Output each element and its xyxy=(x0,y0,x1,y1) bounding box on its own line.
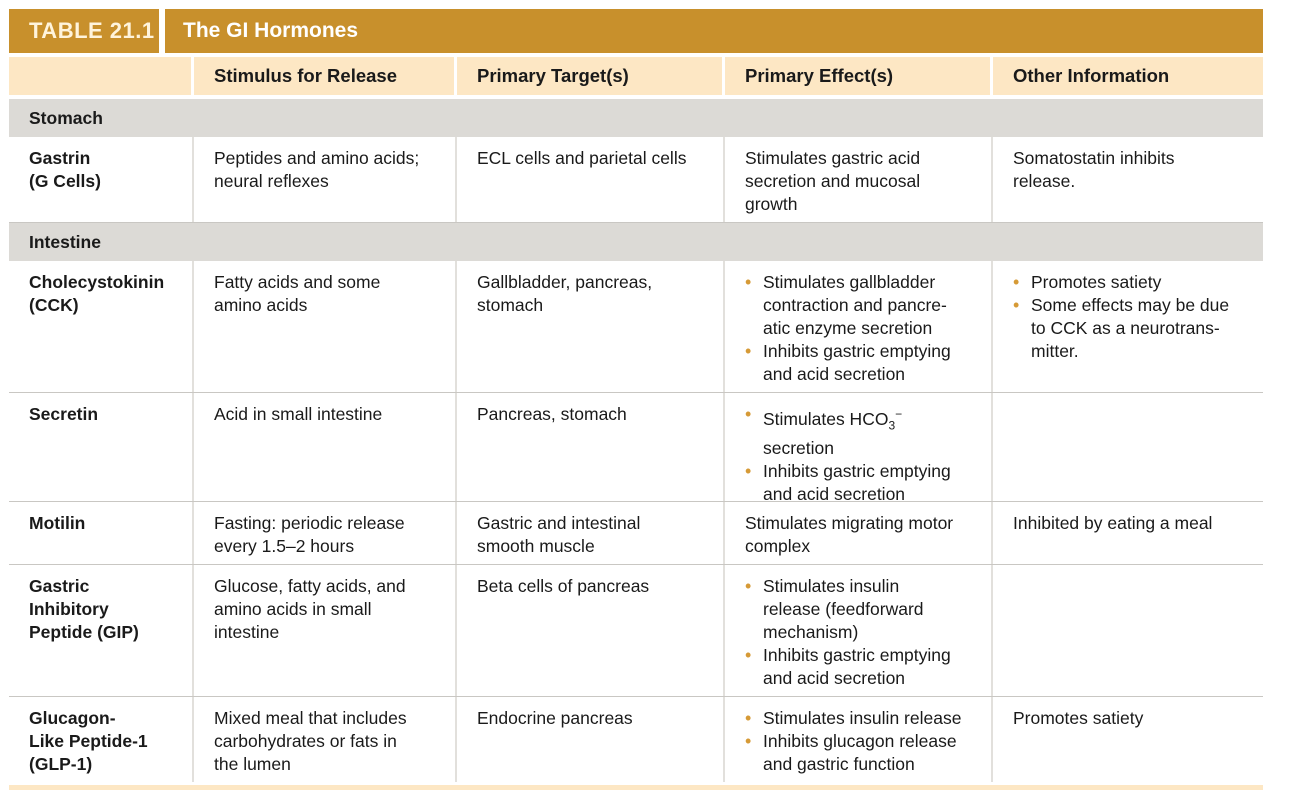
column-header-effect: Primary Effect(s) xyxy=(725,57,993,95)
gi-hormones-table xyxy=(9,9,1263,790)
table-title: The GI Hormones xyxy=(183,19,359,42)
target-cell: Pancreas, stomach xyxy=(457,393,725,501)
effect-cell xyxy=(725,697,993,782)
section-stomach xyxy=(9,99,1263,137)
effect-cell xyxy=(725,393,993,505)
section-label: Stomach xyxy=(29,107,103,128)
effect-text: Stimulates HCO xyxy=(763,408,889,429)
stimulus-cell: Peptides and amino acids; neural reflexes xyxy=(194,137,457,222)
column-header-row xyxy=(9,57,1263,95)
bullet-item: • Stimulates insulin release (feedforward mechanism) xyxy=(745,575,981,644)
table-title-bar xyxy=(9,9,1263,53)
row-name: Gastric Inhibitory Peptide (GIP) xyxy=(9,565,194,696)
bullet-item: • Stimulates gallbladder contraction and pancre- atic enzyme secretion xyxy=(745,271,981,340)
bullet-item: • Some effects may be due to CCK as a neurotrans- mitter. xyxy=(1013,294,1253,363)
table-row-secretin xyxy=(9,393,1263,505)
other-cell xyxy=(993,565,1263,696)
stimulus-cell: Acid in small intestine xyxy=(194,393,457,501)
bullet-item: • Promotes satiety xyxy=(1013,271,1253,294)
target-cell: ECL cells and parietal cells xyxy=(457,137,725,222)
other-cell: Promotes satiety xyxy=(1013,708,1144,728)
bullet-item xyxy=(745,403,981,460)
section-intestine xyxy=(9,223,1263,261)
table-row-gip xyxy=(9,565,1263,697)
stimulus-cell: Fatty acids and some amino acids xyxy=(194,261,457,392)
bullet-item: • Inhibits gastric emptying and acid secretion xyxy=(745,340,981,386)
target-cell: Gallbladder, pancreas, stomach xyxy=(457,261,725,392)
superscript: − xyxy=(895,407,903,421)
column-header-target: Primary Target(s) xyxy=(457,57,725,95)
row-name: Motilin xyxy=(9,502,194,564)
other-cell: Somatostatin inhibits release. xyxy=(1013,148,1175,191)
bullet-item: • Inhibits gastric emptying and acid secretion xyxy=(745,460,981,506)
bullet-item: • Inhibits gastric emptying and acid secretion xyxy=(745,644,981,690)
bullet-item: • Inhibits glucagon release and gastric function xyxy=(745,730,981,776)
effect-cell: Stimulates migrating motor complex xyxy=(725,502,993,564)
other-cell: Inhibited by eating a meal xyxy=(1013,513,1213,533)
effect-cell xyxy=(725,261,993,392)
stimulus-cell: Mixed meal that includes carbohydrates or fats in the lumen xyxy=(194,697,457,782)
column-header-other: Other Information xyxy=(1013,65,1170,86)
row-name: Glucagon- Like Peptide-1 (GLP-1) xyxy=(9,697,194,782)
column-header-empty xyxy=(9,57,194,95)
row-name: Cholecystokinin (CCK) xyxy=(9,261,194,392)
target-cell: Endocrine pancreas xyxy=(457,697,725,782)
other-cell xyxy=(993,261,1263,392)
subscript: 3 xyxy=(888,418,896,433)
effect-cell: Stimulates gastric acid secretion and mucosal growth xyxy=(725,137,993,222)
target-cell: Beta cells of pancreas xyxy=(457,565,725,696)
other-cell xyxy=(993,393,1263,501)
table-row-glp1 xyxy=(9,697,1263,782)
table-row-cck xyxy=(9,261,1263,393)
table-number: TABLE 21.1 xyxy=(29,18,155,43)
effect-text: secretion xyxy=(763,438,835,459)
stimulus-cell: Fasting: periodic release every 1.5–2 hours xyxy=(194,502,457,564)
section-label: Intestine xyxy=(29,231,101,252)
row-name: Secretin xyxy=(9,393,194,501)
table-row-motilin xyxy=(9,502,1263,565)
table-row-gastrin xyxy=(9,137,1263,223)
effect-cell xyxy=(725,565,993,696)
target-cell: Gastric and intestinal smooth muscle xyxy=(457,502,725,564)
bullet-item: • Stimulates insulin release xyxy=(745,707,981,730)
row-name: Gastrin (G Cells) xyxy=(9,137,194,222)
column-header-stimulus: Stimulus for Release xyxy=(194,57,457,95)
stimulus-cell: Glucose, fatty acids, and amino acids in small intestine xyxy=(194,565,457,696)
